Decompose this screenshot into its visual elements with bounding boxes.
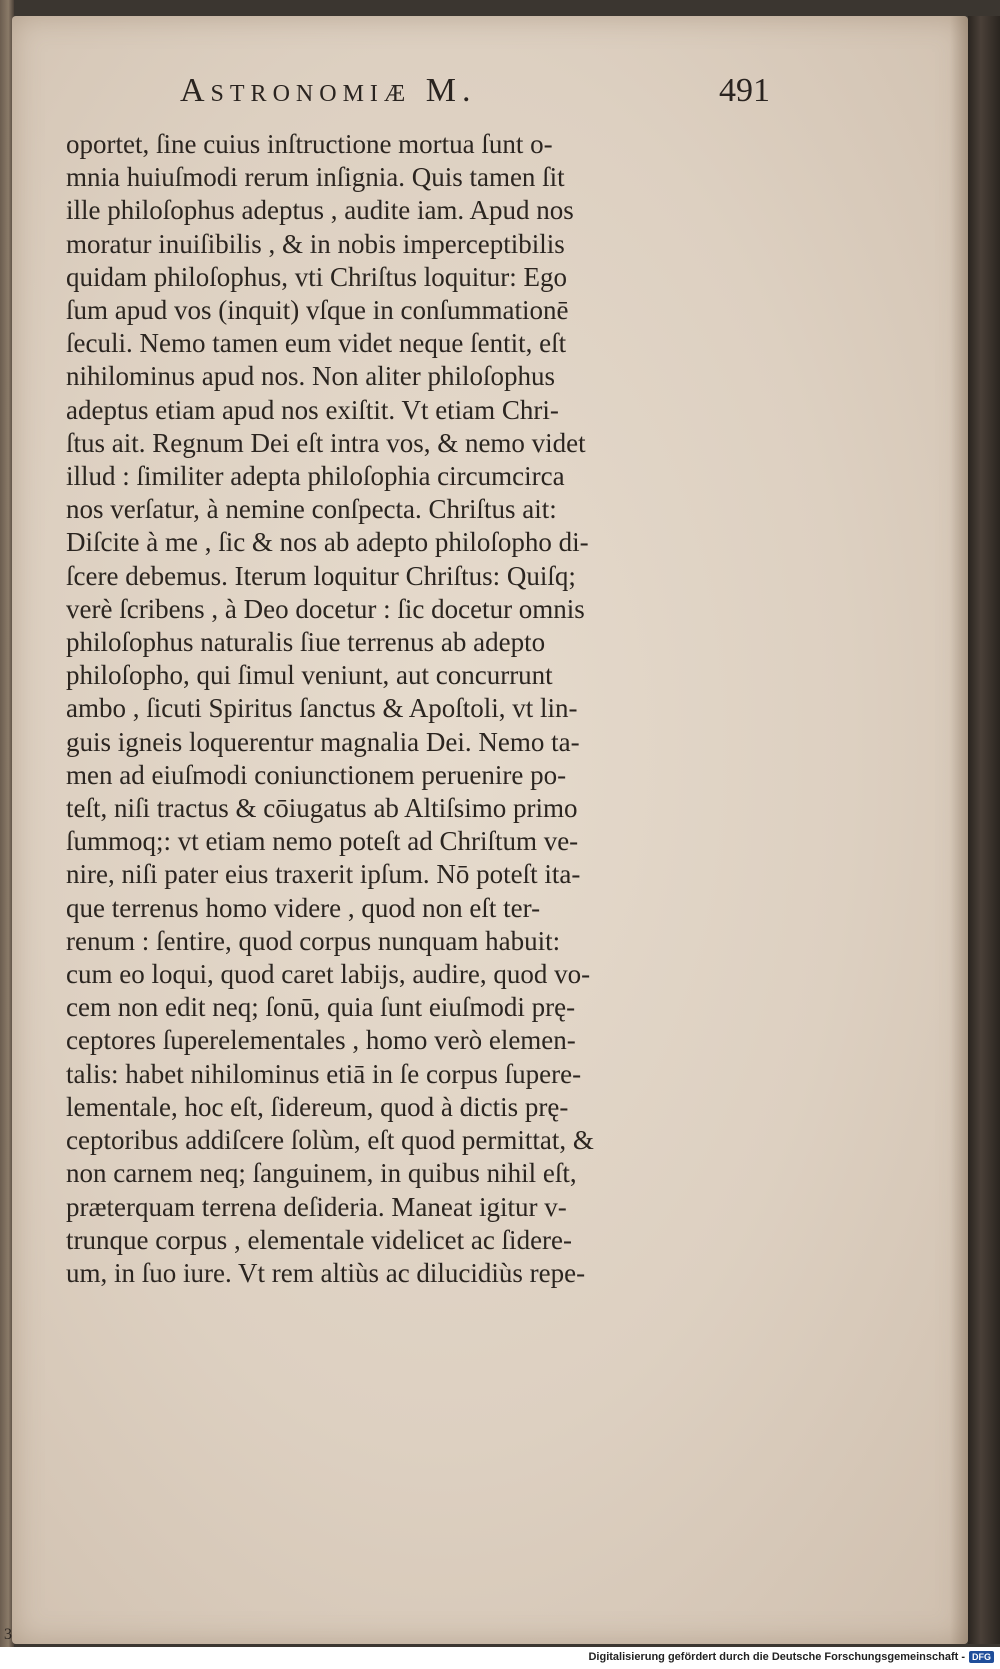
signature-mark: 3	[4, 1626, 12, 1643]
dfg-logo: DFG	[969, 1651, 994, 1663]
page-number: 491	[719, 72, 770, 109]
text-line: ſeculi. Nemo tamen eum videt neque ſentit, eſt	[66, 328, 567, 359]
text-line: nihilominus apud nos. Non aliter philoſophus	[66, 361, 555, 392]
body-text	[66, 128, 766, 1290]
text-line: philoſophus naturalis ſiue terrenus ab adepto	[66, 627, 546, 658]
text-line: ceptoribus addiſcere ſolùm, eſt quod permittat, &	[66, 1125, 594, 1156]
text-line: moratur inuiſibilis , & in nobis imperceptibilis	[66, 228, 565, 259]
text-line: que terrenus homo videre , quod non eſt ter-	[66, 892, 541, 923]
book-right-edge	[968, 16, 1000, 1644]
text-line: men ad eiuſmodi coniunctionem peruenire po-	[66, 759, 567, 790]
running-title: Astronomiæ M.	[180, 72, 477, 109]
text-line: ſtus ait. Regnum Dei eſt intra vos, & nemo videt	[66, 427, 586, 458]
text-line: ſcere debemus. Iterum loquitur Chriſtus: Quiſq;	[66, 560, 576, 591]
text-line: non carnem neq; ſanguinem, in quibus nihil eſt,	[66, 1158, 577, 1189]
text-line: talis: habet nihilominus etiā in ſe corpus ſupere-	[66, 1058, 582, 1089]
text-line: nos verſatur, à nemine conſpecta. Chriſtus ait:	[66, 494, 557, 525]
text-line: ambo , ſicuti Spiritus ſanctus & Apoſtoli, vt lin-	[66, 693, 578, 724]
text-line: ceptores ſuperelementales , homo verò elemen-	[66, 1025, 576, 1056]
text-line: mnia huiuſmodi rerum inſignia. Quis tamen ſit	[66, 162, 565, 193]
text-line: illud : ſimiliter adepta philoſophia circumcirca	[66, 461, 565, 492]
text-line: philoſopho, qui ſimul veniunt, aut concurrunt	[66, 660, 553, 691]
text-line: um, in ſuo iure. Vt rem altiùs ac dilucidiùs repe-	[66, 1257, 586, 1288]
text-line: teſt, niſi tractus & cōiugatus ab Altiſsimo primo	[66, 793, 578, 824]
text-line: verè ſcribens , à Deo docetur : ſic docetur omnis	[66, 593, 585, 624]
text-line: nire, niſi pater eius traxerit ipſum. Nō poteſt ita-	[66, 859, 581, 890]
text-line: trunque corpus , elementale videlicet ac ſidere-	[66, 1224, 573, 1255]
text-line: guis igneis loquerentur magnalia Dei. Nemo ta-	[66, 726, 580, 757]
text-line: Diſcite à me , ſic & nos ab adepto philoſopho di-	[66, 527, 589, 558]
text-line: cem non edit neq; ſonū, quia ſunt eiuſmodi prę-	[66, 992, 576, 1023]
text-line: ſum apud vos (inquit) vſque in conſummationē	[66, 295, 569, 326]
text-line: cum eo loqui, quod caret labijs, audire, quod vo-	[66, 959, 591, 990]
text-line: ille philoſophus adeptus , audite iam. Apud nos	[66, 195, 574, 226]
text-line: quidam philoſophus, vti Chriſtus loquitur: Ego	[66, 261, 568, 292]
text-line: lementale, hoc eſt, ſidereum, quod à dictis prę-	[66, 1091, 569, 1122]
page-gutter-shadow	[950, 16, 968, 1644]
text-line: ſummoq;: vt etiam nemo poteſt ad Chriſtum ve-	[66, 826, 579, 857]
running-head	[180, 72, 770, 122]
footer-credit	[588, 1651, 994, 1663]
text-line: præterquam terrena deſideria. Maneat igitur v-	[66, 1191, 567, 1222]
text-line: renum : ſentire, quod corpus nunquam habuit:	[66, 925, 561, 956]
text-line: oportet, ſine cuius inſtructione mortua ſunt o-	[66, 129, 553, 159]
text-line: adeptus etiam apud nos exiſtit. Vt etiam Chri-	[66, 394, 559, 425]
footer-credit-text: Digitalisierung gefördert durch die Deutsche Forschungsgemeinschaft -	[588, 1651, 965, 1663]
